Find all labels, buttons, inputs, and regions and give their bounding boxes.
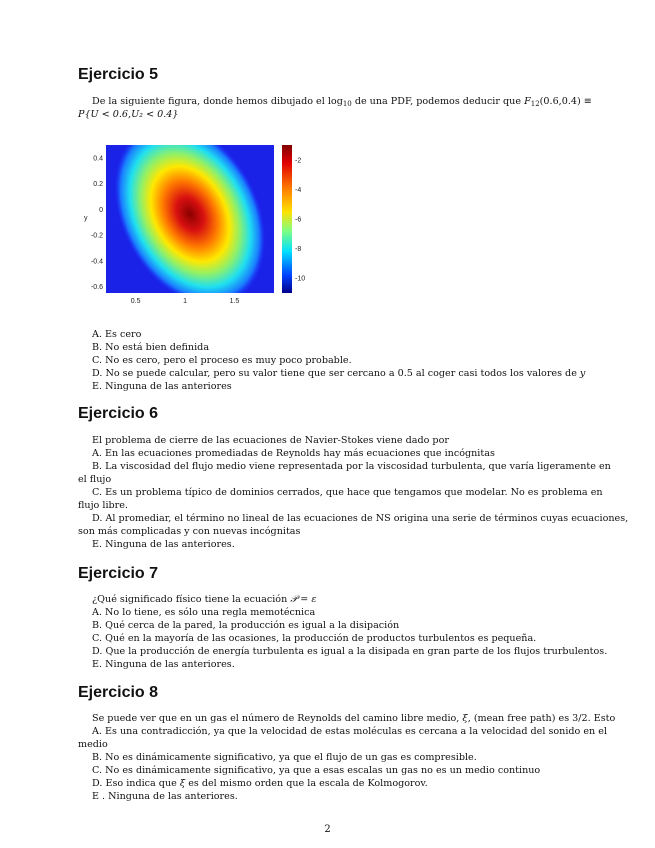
option-b: B. No es dinámicamente significativo, ya que el flujo de un gas es compresible. xyxy=(92,752,477,763)
x-axis-ticks xyxy=(131,298,240,305)
option-a: A. No lo tiene, es sólo una regla memotécnica xyxy=(92,607,316,618)
option-c-line2: flujo libre. xyxy=(78,500,128,511)
statement-text: de una PDF, podemos deducir que xyxy=(351,96,525,107)
statement-text: Se puede ver que en un gas el número de Reynolds del camino libre medio, xyxy=(92,713,463,724)
option-c: C. Qué en la mayoría de las ocasiones, la producción de productos turbulentos es pequeña. xyxy=(92,633,537,644)
option-d-variable: y xyxy=(579,368,586,379)
colorbar-ticks xyxy=(295,157,305,282)
option-d-text: D. Eso indica que xyxy=(92,778,180,789)
pdf-heatmap-figure xyxy=(82,140,312,310)
option-a: A. Es cero xyxy=(92,329,142,340)
option-b: B. No está bien definida xyxy=(92,342,210,353)
page-number: 2 xyxy=(324,824,331,835)
heatmap-svg xyxy=(82,140,312,310)
exercise-5-probability: P{U < 0.6,U₂ < 0.4} xyxy=(78,109,179,120)
option-a-line1: A. Es una contradicción, ya que la velocidad de estas moléculas es cercana a la velocidad del sonido en el xyxy=(92,726,608,737)
option-c-line1: C. Es un problema típico de dominios cerrados, que hace que tengamos que modelar. No es problema en xyxy=(92,487,603,498)
colorbar-tick-label: -6 xyxy=(295,216,302,224)
option-e: E. Ninguna de las anteriores. xyxy=(92,539,235,550)
colorbar-tick-label: -2 xyxy=(295,157,302,165)
option-d xyxy=(92,777,428,790)
option-a: A. En las ecuaciones promediadas de Reynolds hay más ecuaciones que incógnitas xyxy=(92,448,495,459)
colorbar-tick-label: -10 xyxy=(295,275,306,283)
option-e: E. Ninguna de las anteriores. xyxy=(92,659,235,670)
y-axis-ticks xyxy=(91,155,103,291)
option-e: E. Ninguna de las anteriores xyxy=(92,381,232,392)
colorbar xyxy=(282,145,292,293)
y-tick-label: -0.2 xyxy=(90,232,103,240)
exercise-6-title: Ejercicio 6 xyxy=(78,405,159,422)
option-b-line2: el flujo xyxy=(78,474,112,485)
colorbar-tick-label: -4 xyxy=(295,186,302,194)
y-tick-label: 0.4 xyxy=(93,155,103,163)
option-e: E . Ninguna de las anteriores. xyxy=(92,791,238,802)
exercise-8-statement xyxy=(92,712,615,725)
option-d xyxy=(92,367,585,380)
y-axis-label: y xyxy=(84,215,88,222)
option-d-text: D. No se puede calcular, pero su valor tiene que ser cercano a 0.5 al coger casi todos los valores de xyxy=(92,368,580,379)
x-tick-label: 0.5 xyxy=(130,298,141,305)
option-b: B. Qué cerca de la pared, la producción es igual a la disipación xyxy=(92,620,400,631)
statement-text: ¿Qué significado físico tiene la ecuación xyxy=(92,594,291,605)
y-tick-label: 0.2 xyxy=(93,181,103,189)
y-tick-label: -0.6 xyxy=(90,284,103,292)
y-tick-label: -0.4 xyxy=(90,258,103,266)
option-d-text: es del mismo orden que la escala de Kolmogorov. xyxy=(185,778,428,789)
x-tick-label: 1 xyxy=(183,298,188,305)
exercise-7-title: Ejercicio 7 xyxy=(78,565,159,582)
option-d-line1: D. Al promediar, el término no lineal de las ecuaciones de NS origina una serie de términos cuyas ecuaciones, xyxy=(92,513,629,524)
exercise-8-title: Ejercicio 8 xyxy=(78,684,159,701)
option-b-line1: B. La viscosidad del flujo medio viene representada por la viscosidad turbulenta, que varía ligeramente en xyxy=(92,461,611,472)
math-args: (0.6,0.4) ≡ xyxy=(539,96,592,107)
option-c: C. No es cero, pero el proceso es muy poco probable. xyxy=(92,355,352,366)
statement-text: , (mean free path) es 3/2. Esto xyxy=(467,713,616,724)
option-c: C. No es dinámicamente significativo, ya que a esas escalas un gas no es un medio continuo xyxy=(92,765,541,776)
statement-text: De la siguiente figura, donde hemos dibujado el log xyxy=(92,96,343,107)
option-d-line2: son más complicadas y con nuevas incógnitas xyxy=(78,526,301,537)
equation: 𝒫 = ε xyxy=(290,594,317,605)
xi-symbol: ξ xyxy=(462,713,468,724)
y-tick-label: 0 xyxy=(99,206,103,214)
option-d: D. Que la producción de energía turbulenta es igual a la disipada en gran parte de los flujos trurbulentos. xyxy=(92,646,608,657)
log-subscript: 10 xyxy=(342,100,352,108)
exercise-5-title: Ejercicio 5 xyxy=(78,66,159,83)
x-tick-label: 1.5 xyxy=(229,298,240,305)
colorbar-tick-label: -8 xyxy=(295,246,302,254)
xi-symbol: ξ xyxy=(179,778,186,789)
option-a-line2: medio xyxy=(78,739,108,750)
math-subscript: 12 xyxy=(530,100,540,108)
exercise-5-statement xyxy=(92,95,592,108)
math-F: F xyxy=(524,96,531,107)
exercise-6-statement: El problema de cierre de las ecuaciones de Navier-Stokes viene dado por xyxy=(92,435,449,446)
exercise-7-statement xyxy=(92,593,317,606)
